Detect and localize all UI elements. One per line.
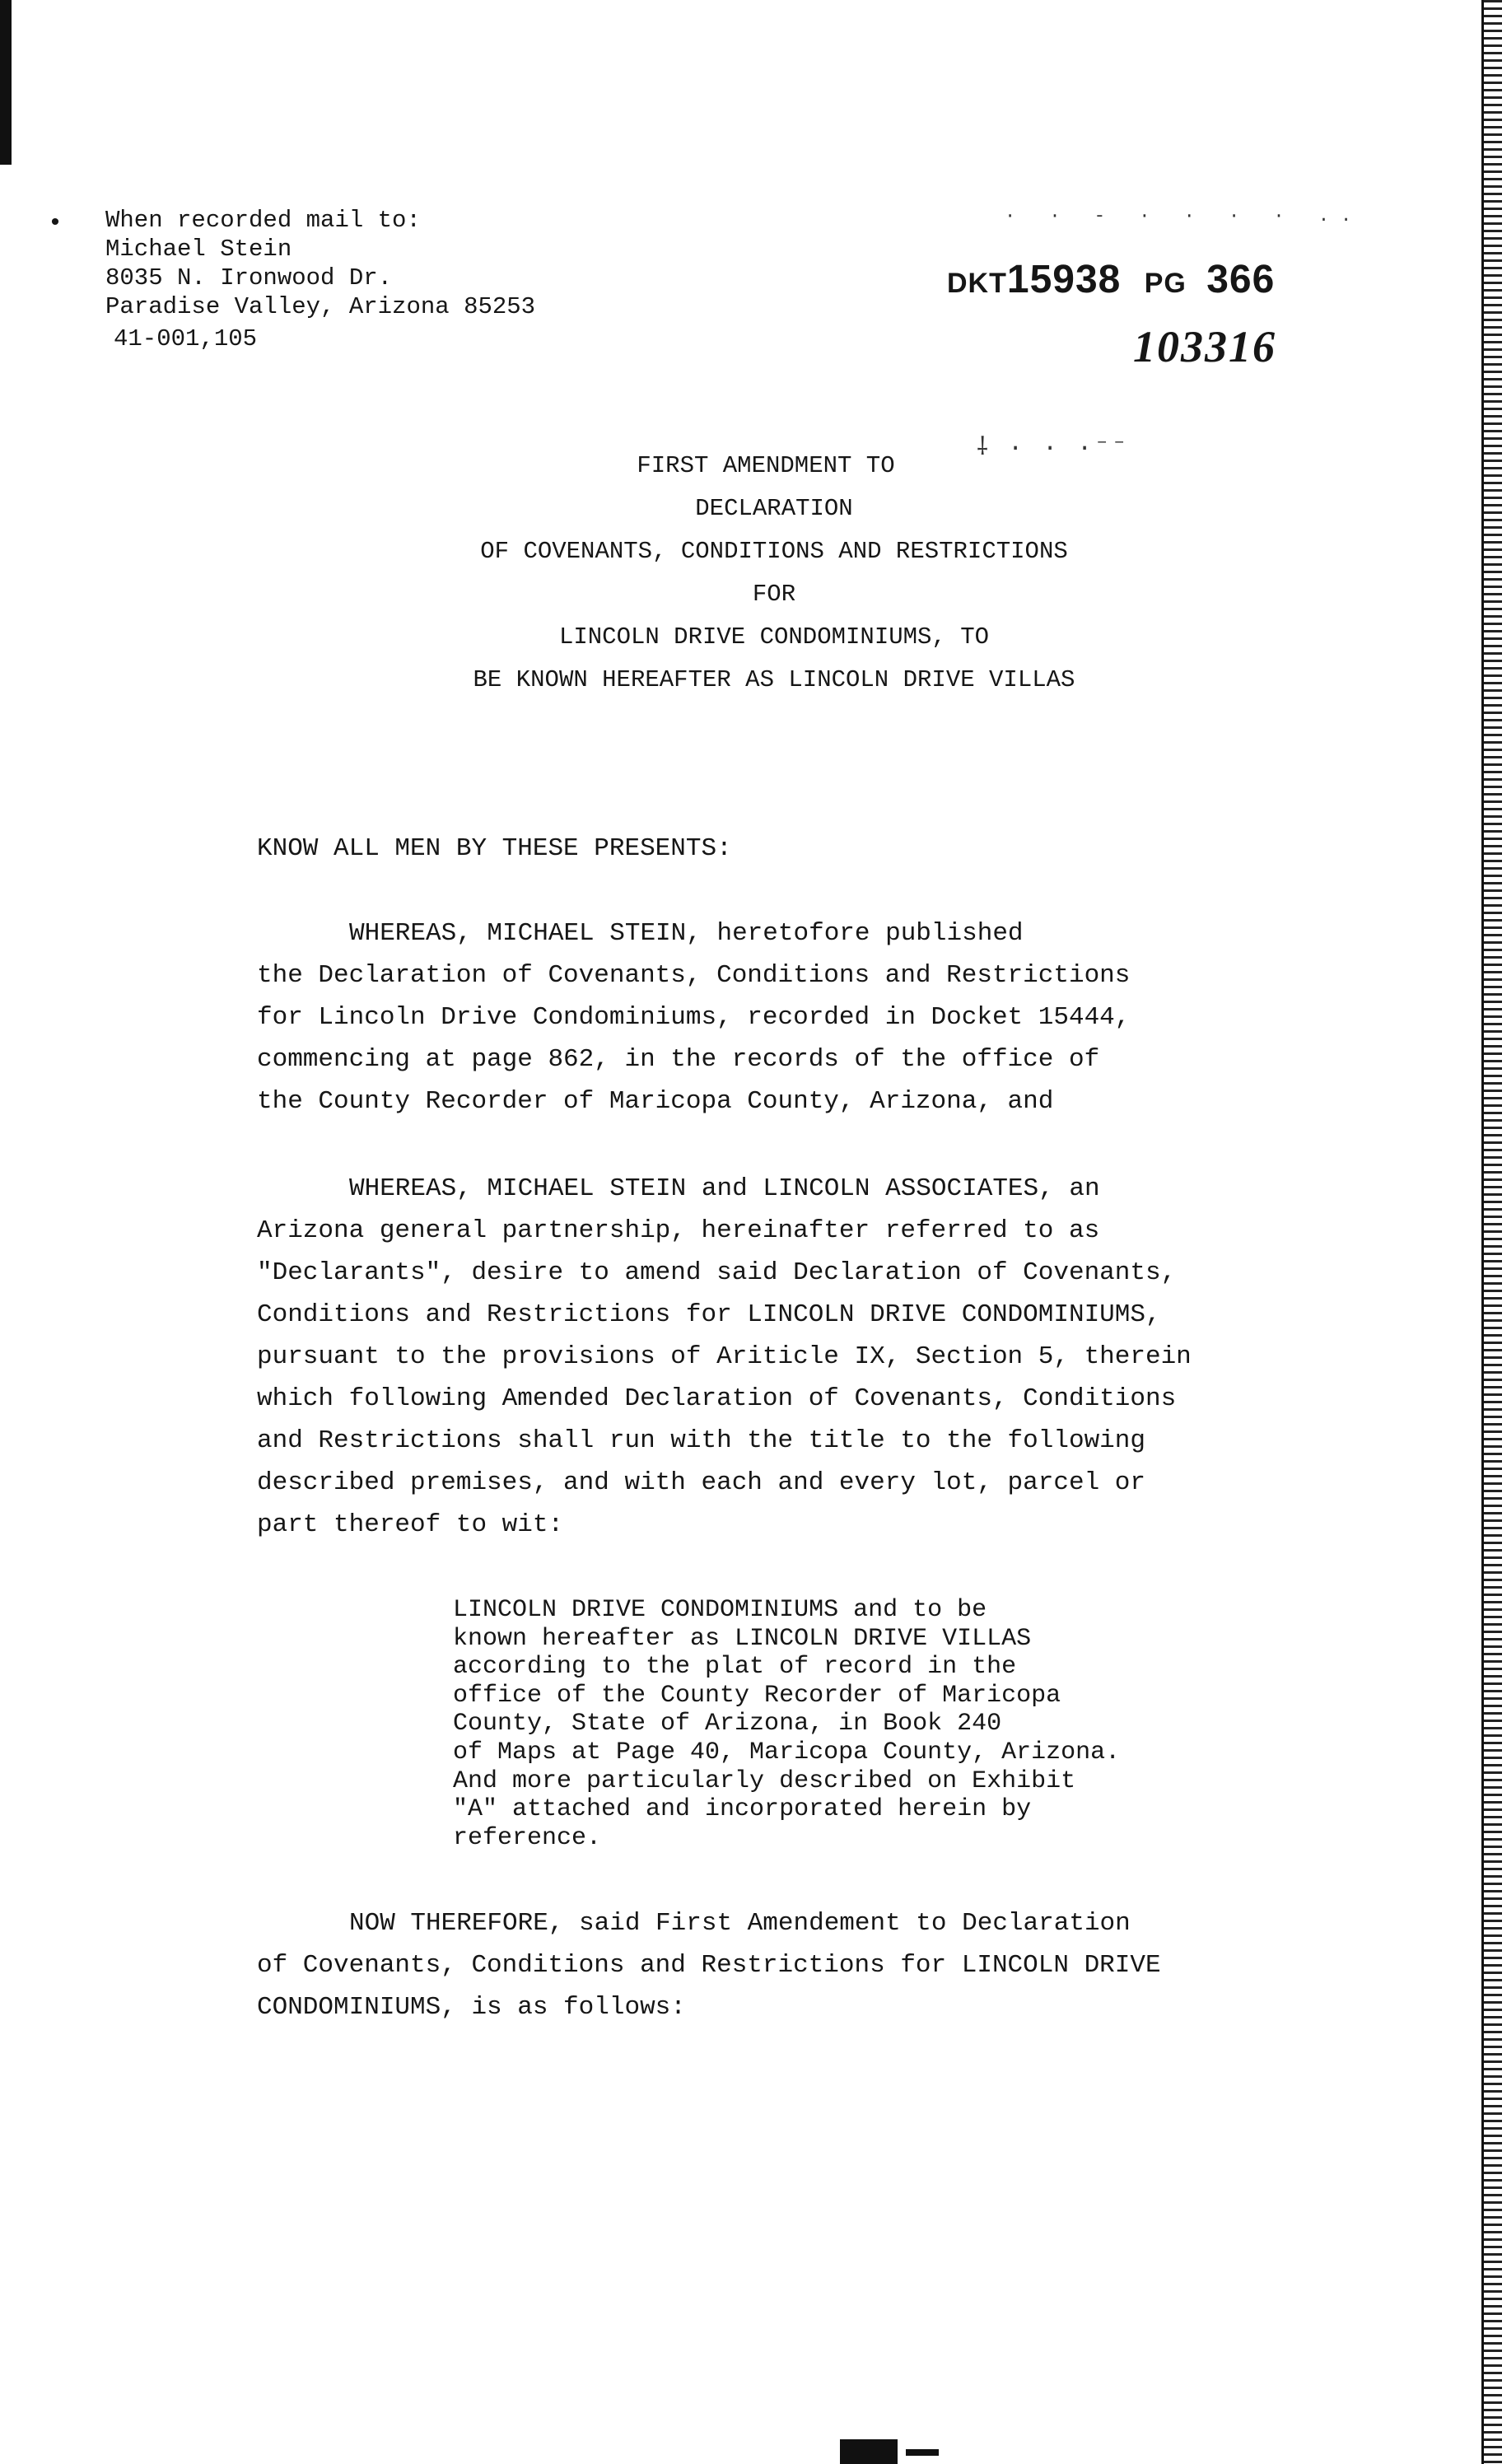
legal-line: reference. bbox=[453, 1823, 602, 1852]
mail-to-line: 41-001,105 bbox=[114, 325, 258, 352]
docket-prefix: DKT bbox=[947, 268, 1007, 299]
title-line: OF COVENANTS, CONDITIONS AND RESTRICTIONS bbox=[480, 538, 1068, 565]
paragraph-line: NOW THEREFORE, said First Amendement to Declaration bbox=[349, 1909, 1131, 1938]
paragraph-line: the Declaration of Covenants, Conditions and Restrictions bbox=[257, 961, 1131, 990]
scan-edge-right bbox=[1481, 0, 1502, 2464]
paragraph-line: of Covenants, Conditions and Restrictions for LINCOLN DRIVE bbox=[257, 1951, 1161, 1980]
paragraph-line: "Declarants", desire to amend said Declaration of Covenants, bbox=[257, 1258, 1177, 1287]
scan-mark-bottom-2 bbox=[906, 2449, 939, 2456]
mail-to-line: 8035 N. Ironwood Dr. bbox=[105, 264, 393, 292]
paragraph-line: WHEREAS, MICHAEL STEIN and LINCOLN ASSOCIATES, an bbox=[349, 1174, 1100, 1203]
legal-line: LINCOLN DRIVE CONDOMINIUMS and to be bbox=[453, 1596, 987, 1624]
opening-text: KNOW ALL MEN BY THESE PRESENTS: bbox=[257, 834, 732, 863]
paragraph-line: WHEREAS, MICHAEL STEIN, heretofore published bbox=[349, 919, 1024, 948]
document-title bbox=[0, 445, 1482, 702]
docket-number: 15938 bbox=[1006, 258, 1122, 301]
title-line: FIRST AMENDMENT TO bbox=[637, 452, 895, 479]
recording-number: 103316 bbox=[1133, 322, 1276, 371]
paragraph-line: commencing at page 862, in the records of the office of bbox=[257, 1045, 1100, 1074]
scan-edge-left bbox=[0, 0, 12, 165]
page-number: 366 bbox=[1206, 258, 1276, 301]
bullet-mark: • bbox=[48, 210, 63, 238]
paragraph-line: which following Amended Declaration of Covenants, Conditions bbox=[257, 1384, 1177, 1413]
legal-line: "A" attached and incorporated herein by bbox=[453, 1795, 1032, 1824]
paragraph-line: the County Recorder of Maricopa County, Arizona, and bbox=[257, 1087, 1054, 1116]
paragraph-line: Conditions and Restrictions for LINCOLN DRIVE CONDOMINIUMS, bbox=[257, 1300, 1161, 1329]
mail-to-line: Michael Stein bbox=[105, 236, 292, 263]
title-line: DECLARATION bbox=[695, 495, 853, 522]
mail-to-line: When recorded mail to: bbox=[105, 207, 421, 234]
paragraph-line: CONDOMINIUMS, is as follows: bbox=[257, 1993, 686, 2022]
legal-line: of Maps at Page 40, Maricopa County, Arizona. bbox=[453, 1738, 1121, 1766]
mail-to-block bbox=[105, 206, 535, 353]
title-line: BE KNOWN HEREAFTER AS LINCOLN DRIVE VILLAS bbox=[473, 666, 1075, 693]
paragraph-line: and Restrictions shall run with the title to the following bbox=[257, 1426, 1145, 1455]
paragraph-line: described premises, and with each and every lot, parcel or bbox=[257, 1468, 1145, 1497]
mail-to-line: Paradise Valley, Arizona 85253 bbox=[105, 293, 536, 320]
paragraph-line: for Lincoln Drive Condominiums, recorded in Docket 15444, bbox=[257, 1003, 1131, 1032]
paragraph-line: Arizona general partnership, hereinafter referred to as bbox=[257, 1216, 1100, 1245]
whereas-paragraph-2 bbox=[257, 1168, 1192, 1546]
legal-line: And more particularly described on Exhibit bbox=[453, 1766, 1076, 1795]
opening-line bbox=[257, 828, 732, 870]
legal-line: office of the County Recorder of Maricopa bbox=[453, 1681, 1061, 1710]
legal-line: according to the plat of record in the bbox=[453, 1653, 1017, 1682]
stamp-dots: · · - · · · · .. bbox=[1005, 206, 1364, 226]
legal-line: known hereafter as LINCOLN DRIVE VILLAS bbox=[453, 1624, 1032, 1653]
handwritten-mark: ⸸ · · ·⁻⁻ bbox=[977, 435, 1130, 463]
title-line: FOR bbox=[752, 581, 796, 608]
whereas-paragraph-1 bbox=[257, 912, 1130, 1122]
now-therefore-paragraph bbox=[257, 1902, 1161, 2028]
paragraph-line: pursuant to the provisions of Ariticle IX, Section 5, therein bbox=[257, 1342, 1192, 1371]
paragraph-line: part thereof to wit: bbox=[257, 1510, 564, 1539]
page-prefix: PG bbox=[1144, 268, 1187, 299]
scan-mark-bottom bbox=[840, 2439, 898, 2464]
title-line: LINCOLN DRIVE CONDOMINIUMS, TO bbox=[558, 623, 990, 651]
docket-stamp bbox=[947, 257, 1275, 302]
legal-line: County, State of Arizona, in Book 240 bbox=[453, 1710, 1002, 1738]
legal-description bbox=[453, 1596, 1120, 1852]
